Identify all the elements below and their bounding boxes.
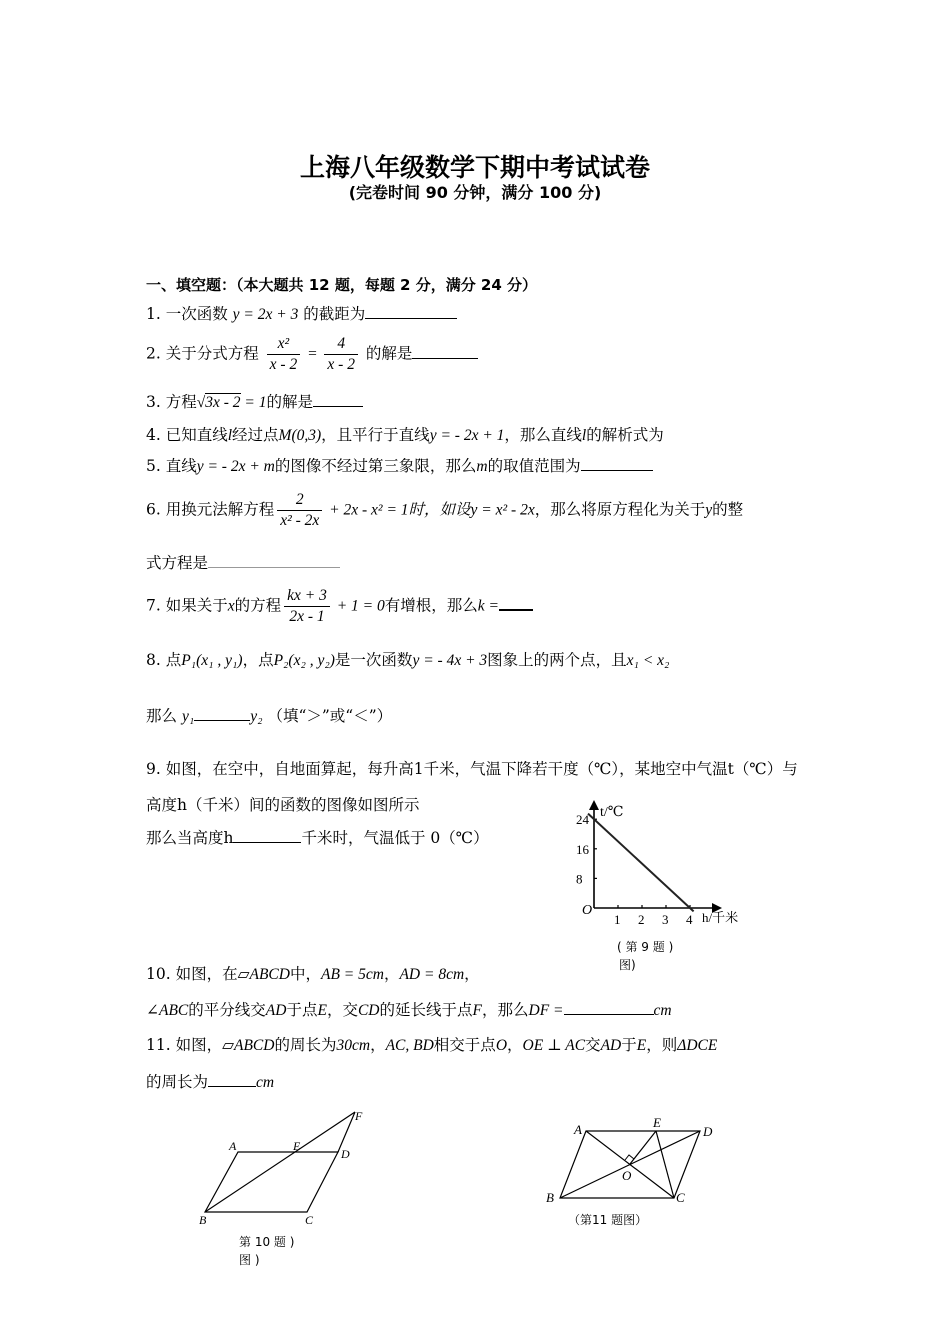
fraction: $\frac{\text{x²}}{x - 2}$ (267, 334, 301, 375)
sqrt-sign: √ (196, 394, 206, 411)
question-6-line2: 式方程是 (146, 551, 340, 573)
question-5: 5. 直线y = - 2x + m的图像不经过第三象限，那么m的取值范围为 (146, 454, 653, 476)
label-d: D (703, 1124, 713, 1139)
q9-caption: ( 第 9 题 ) (617, 940, 674, 954)
y-axis-arrow (589, 800, 599, 810)
right-angle-mark (625, 1155, 634, 1160)
question-9-line1: 9. 如图，在空中，自地面算起，每升高1千米，气温下降若干度（℃），某地空中气温t（℃）与 (146, 760, 798, 778)
fraction: $\frac{2}{\text{x² - 2x}}$ (277, 490, 322, 531)
question-1: 1. 一次函数 y = 2x + 3 的截距为 (146, 302, 457, 324)
q9-caption-2: 图) (619, 958, 636, 972)
q11-parallelogram-figure (540, 1112, 720, 1208)
x-tick-label: 3 (662, 912, 669, 927)
label-c: C (305, 1213, 314, 1227)
question-11-line2: 的周长为 cm (146, 1070, 274, 1092)
x-tick-label: 2 (638, 912, 645, 927)
answer-blank-11[interactable] (208, 1070, 256, 1087)
q10-caption: 第 10 题 ) (239, 1235, 295, 1249)
q10-parallelogram-figure (195, 1108, 375, 1228)
diagonal-bd (560, 1131, 700, 1198)
label-b: B (546, 1190, 554, 1205)
question-7: 7. 如果关于x的方程 $\frac{kx + 3}{2x - 1}$ + 1 = 0有增根，那么k = (146, 586, 533, 627)
answer-blank-9[interactable] (233, 826, 301, 843)
q9-temperature-graph (570, 798, 760, 930)
answer-blank-2[interactable] (412, 342, 478, 359)
label-a: A (229, 1139, 237, 1153)
answer-blank-10[interactable] (564, 998, 654, 1015)
answer-blank-6[interactable] (208, 551, 340, 568)
q10-caption-2: 图 ) (239, 1253, 260, 1267)
y-tick-label: 8 (576, 871, 583, 887)
question-8: 8. 点P₁(x₁ , y₁)，点P₂(x₂ , y₂)是一次函数y = - 4x + 3图象上的两个点，且x₁ < x₂ (146, 651, 670, 669)
answer-blank-1[interactable] (365, 302, 457, 319)
segment-ce (656, 1131, 674, 1198)
question-3: 3. 方程√3x - 2 = 1的解是 (146, 390, 363, 412)
x-tick-label: 4 (686, 912, 693, 927)
label-f: F (355, 1109, 363, 1123)
answer-blank-3[interactable] (313, 390, 363, 407)
label-o: O (622, 1168, 632, 1183)
y-tick-label: 16 (576, 841, 589, 857)
y-axis-label: t/℃ (600, 805, 624, 820)
page-subtitle: (完卷时间 90 分钟，满分 100 分) (348, 183, 602, 202)
y-tick-label: 24 (576, 812, 589, 828)
page-title: 上海八年级数学下期中考试试卷 (299, 153, 650, 182)
question-10-line2: ∠ABC的平分线交AD于点E，交CD的延长线于点F，那么DF = cm (146, 998, 672, 1020)
question-10-line1: 10. 如图，在▱ABCD中，AB = 5cm，AD = 8cm， (146, 965, 480, 983)
x-tick-label: 1 (614, 912, 621, 927)
section-heading: 一、填空题：（本大题共 12 题，每题 2 分，满分 24 分） (146, 276, 538, 294)
question-6: 6. 用换元法解方程 $\frac{2}{\text{x² - 2x}}$ + 2x - x² = 1时，如设y = x² - 2x，那么将原方程化为关于y的整 (146, 491, 744, 529)
label-c: C (676, 1190, 685, 1205)
fraction: $\frac{kx + 3}{2x - 1}$ (284, 586, 330, 627)
question-9-line3: 那么当高度h 千米时，气温低于 0（℃） (146, 826, 489, 848)
question-8-line2: 那么 y₁ y₂ （填“＞”或“＜”） (146, 704, 392, 726)
x-axis-label: h/千米 (702, 910, 739, 925)
answer-blank-7[interactable] (499, 593, 533, 611)
parallelogram-abcd (205, 1152, 338, 1212)
label-b: B (199, 1213, 207, 1227)
answer-blank-8[interactable] (194, 704, 250, 721)
question-4: 4. 已知直线l经过点M(0,3)，且平行于直线y = - 2x + 1，那么直线l的解析式为 (146, 426, 664, 444)
question-2: 2. 关于分式方程 $\frac{\text{x²}}{x - 2}$ = $\frac{4}{x - 2}$ 的解是 (146, 334, 478, 375)
question-11-line1: 11. 如图，▱ABCD的周长为30cm，AC, BD相交于点O，OE ⊥ AC交AD于E，则ΔDCE (146, 1036, 718, 1054)
fraction: $\frac{4}{x - 2}$ (324, 334, 358, 375)
label-e: E (293, 1139, 301, 1153)
label-e: E (653, 1115, 661, 1130)
question-9-line2: 高度h（千米）间的函数的图像如图所示 (146, 796, 420, 814)
label-d: D (341, 1147, 350, 1161)
q11-caption: （第11 题图） (568, 1213, 648, 1227)
answer-blank-5[interactable] (581, 454, 653, 471)
series-line-t-vs-h (588, 814, 694, 912)
label-a: A (574, 1122, 582, 1137)
origin-label: O (582, 903, 593, 918)
